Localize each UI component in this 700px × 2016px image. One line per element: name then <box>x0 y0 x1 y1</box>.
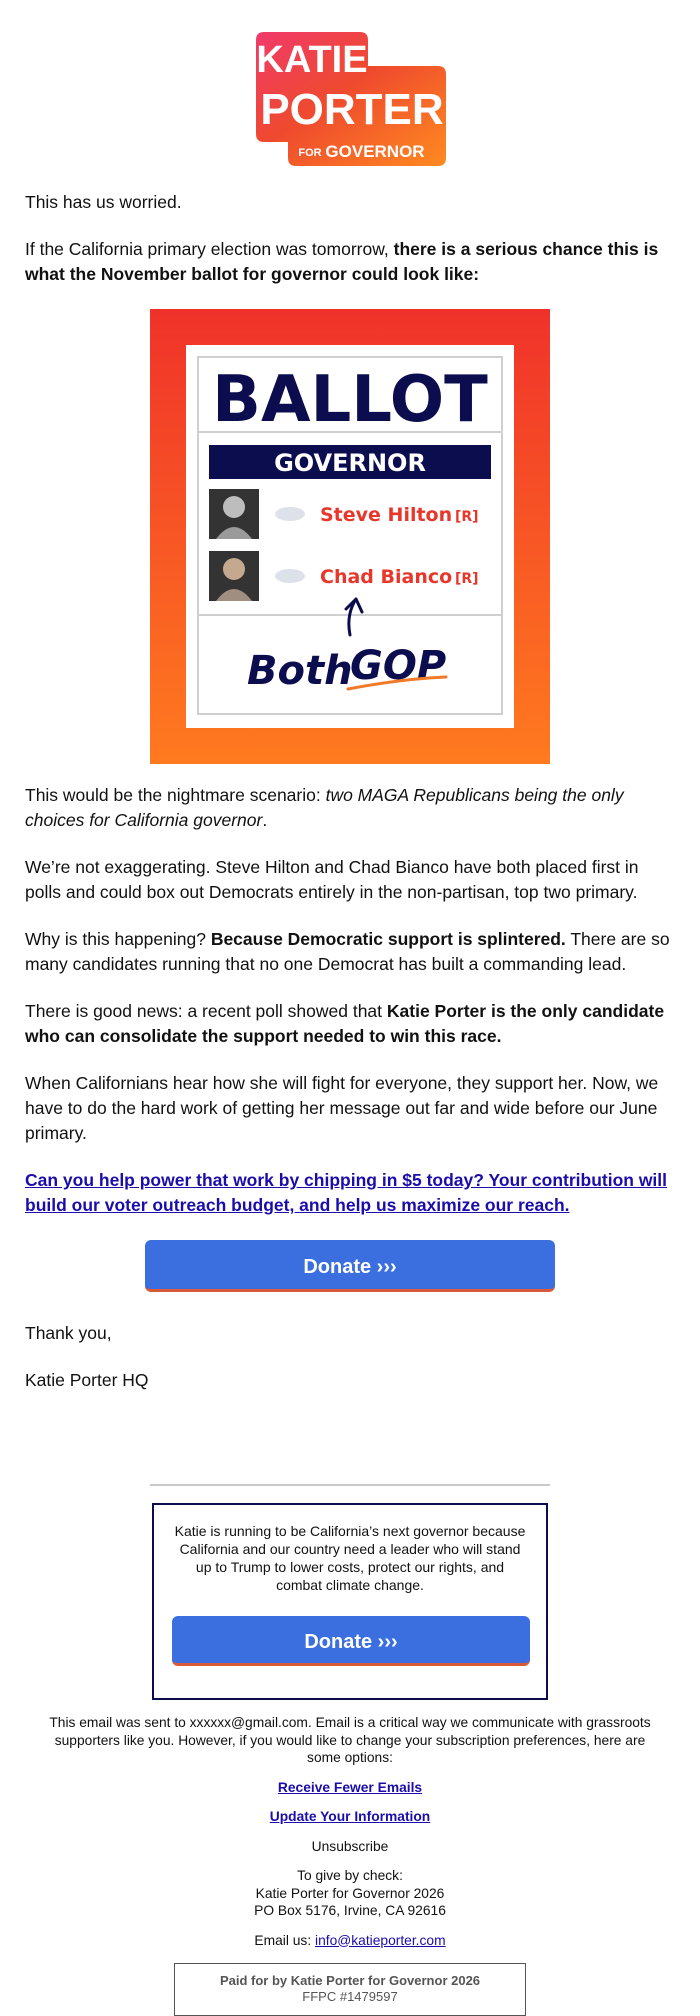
candidate-name: Chad Bianco <box>320 566 453 588</box>
paragraph-ballot-intro: If the California primary election was tomorrow, there is a serious chance this is what the November ballot for governor could look like: <box>25 239 659 284</box>
paragraph-hard-work: When Californians hear how she will fight for everyone, they support her. Now, we have to do the hard work of getting her message out far and wide before our June primary. <box>25 1073 659 1143</box>
header <box>0 0 700 190</box>
footer-update-row <box>40 1808 660 1826</box>
email-us: Email us: info@katieporter.com <box>254 1932 446 1948</box>
katie-porter-logo <box>250 32 450 172</box>
unsubscribe-link[interactable]: Unsubscribe <box>311 1838 389 1854</box>
candidate-party: [R] <box>455 509 479 525</box>
ballot-note-both: Both <box>247 648 353 694</box>
ballot-note-gop: GOP <box>350 643 447 689</box>
logo-line-katie: KATIE <box>256 39 368 81</box>
ffpc-line: FFPC #1479597 <box>302 1989 398 2004</box>
footer <box>0 1714 700 1949</box>
paid-for-line: Paid for by Katie Porter for Governor 2026 <box>219 1973 481 1988</box>
footer-donate-box <box>152 1503 548 1700</box>
cta-paragraph <box>25 1168 675 1218</box>
logo-line-for: FOR <box>298 147 322 159</box>
ballot-title: BALLOT <box>212 363 488 437</box>
paid-for-box <box>174 1963 526 2016</box>
ballot-graphic <box>150 309 550 764</box>
intro-text: This has us worried. <box>25 192 182 212</box>
paragraph-why: Why is this happening? Because Democratic support is splintered. There are so many candidates running that no one Democrat has built a commanding lead. <box>25 929 670 974</box>
signature: Katie Porter HQ <box>25 1370 149 1390</box>
donate-button-footer[interactable]: Donate ››› <box>172 1616 530 1666</box>
cta-link[interactable]: Can you help power that work by chipping in $5 today? Your contribution will build our voter outreach budget, and help us maximize our reach. <box>25 1170 668 1215</box>
logo-line-porter: PORTER <box>260 85 444 134</box>
check-info: To give by check: Katie Porter for Governor 2026 PO Box 5176, Irvine, CA 92616 <box>254 1868 446 1918</box>
signoff: Thank you, <box>25 1323 112 1343</box>
footer-notice: This email was sent to xxxxxx@gmail.com. Email is a critical way we communicate with grassroots supporters like you. However, if you would like to change your subscription preferences, here are some options: <box>49 1715 651 1765</box>
donate-button[interactable]: Donate ››› <box>145 1240 555 1292</box>
paragraph-nightmare: This would be the nightmare scenario: two MAGA Republicans being the only choices for California governor. <box>25 785 624 830</box>
ballot-race: GOVERNOR <box>274 449 426 477</box>
box-text: Katie is running to be California’s next governor because California and our country need a leader who will stand up to Trump to lower costs, protect our rights, and combat climate change. <box>174 1523 526 1593</box>
message <box>0 190 700 1393</box>
paragraph-good-news: There is good news: a recent poll showed that Katie Porter is the only candidate who can consolidate the support needed to win this race. <box>25 1001 665 1046</box>
logo-line-governor: GOVERNOR <box>325 142 425 161</box>
candidate-oval <box>275 507 305 521</box>
divider <box>150 1484 550 1486</box>
update-information-link[interactable]: Update Your Information <box>269 1809 431 1824</box>
candidate-oval <box>275 569 305 583</box>
paragraph-not-exaggerating: We’re not exaggerating. Steve Hilton and Chad Bianco have both placed first in polls and could box out Democrats entirely in the non-partisan, top two primary. <box>25 857 639 902</box>
email-link[interactable]: info@katieporter.com <box>315 1932 446 1948</box>
receive-fewer-emails-link[interactable]: Receive Fewer Emails <box>277 1779 423 1795</box>
footer-fewer-row <box>40 1779 660 1797</box>
candidate-party: [R] <box>455 571 479 587</box>
candidate-name: Steve Hilton <box>320 504 453 526</box>
